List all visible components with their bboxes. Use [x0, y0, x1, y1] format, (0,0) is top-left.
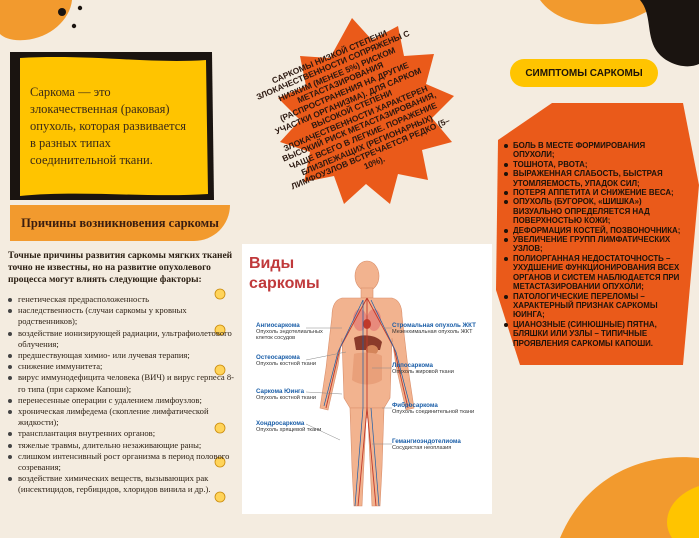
causes-item: предшествующая химио- или лучевая терапия;: [6, 350, 238, 361]
symptom-item: ДЕФОРМАЦИЯ КОСТЕЙ, ПОЗВОНОЧНИКА;: [502, 226, 682, 235]
symptom-item: ЦИАНОЗНЫЕ (СИНЮШНЫЕ) ПЯТНА, БЛЯШКИ ИЛИ УЗЛЫ – ТИПИЧНЫЕ ПРОЯВЛЕНИЯ САРКОМЫ КАПОШИ.: [502, 320, 682, 348]
causes-item: снижение иммунитета;: [6, 361, 238, 372]
leader-lines: [242, 244, 492, 514]
causes-item: вирус иммунодефицита человека (ВИЧ) и вирус герпеса 8-го типа (при саркоме Капоши);: [6, 372, 238, 394]
type-chondrosarcoma: [256, 420, 321, 433]
causes-title: Причины возникновения саркомы: [10, 205, 230, 241]
type-desc: клеток сосудов: [256, 335, 296, 341]
type-name: Фибросаркома: [392, 402, 438, 409]
types-title-line2: саркомы: [249, 275, 320, 292]
causes-item: воздействие химических веществ, вызывающих рак (инсектицидов, гербицидов, хлоридов винила и др.).: [6, 473, 238, 495]
causes-item: тяжелые травмы, длительно незаживающие раны;: [6, 440, 238, 451]
causes-item: воздействие ионизирующей радиации, ультрафиолетового облучения;: [6, 328, 238, 350]
causes-item: перенесенные операции с удалением лимфоузлов;: [6, 395, 238, 406]
dot-3: [72, 24, 76, 28]
causes-item: наследственность (случаи саркомы у кровных родственников);: [6, 305, 238, 327]
type-osteosarcoma: [256, 354, 316, 367]
types-title-line1: Виды: [249, 255, 295, 272]
causes-item: генетическая предрасположенность: [6, 294, 238, 305]
symptom-item: ОПУХОЛЬ (БУГОРОК, «ШИШКА») ВИЗУАЛЬНО ОПРЕДЕЛЯЕТСЯ НАД ПОВЕРХНОСТЬЮ КОЖИ;: [502, 197, 682, 225]
type-name: Гемангиоэндотелиома: [392, 438, 461, 445]
dot-1: [58, 8, 66, 16]
definition-text: Саркома — это злокачественная (раковая) опухоль, которая развивается в разных типах соединительной ткани.: [30, 85, 187, 167]
top-right-black-blob: [640, 0, 699, 66]
symptom-item: ТОШНОТА, РВОТА;: [502, 160, 682, 169]
causes-item: трансплантация внутренних органов;: [6, 428, 238, 439]
type-gist: [392, 322, 476, 335]
type-name: Саркома Юинга: [256, 388, 305, 395]
type-name: Остеосаркома: [256, 354, 300, 361]
type-hemangioendothelioma: [392, 438, 461, 451]
symptom-item: ПОТЕРЯ АППЕТИТА И СНИЖЕНИЕ ВЕСА;: [502, 188, 682, 197]
type-desc: Опухоль костной ткани: [256, 395, 316, 401]
causes-list: [6, 294, 238, 496]
symptoms-title: СИМПТОМЫ САРКОМЫ: [510, 59, 658, 87]
type-desc: Опухоль соединительной ткани: [392, 409, 475, 415]
type-fibrosarcoma: [392, 402, 474, 415]
causes-intro: Точные причины развития саркомы мягких тканей точно не известны, но на развитие опухолевого процесса могут влиять следующие факторы:: [8, 251, 233, 285]
type-desc: Опухоль эндотелиальных: [256, 329, 323, 335]
type-desc: Опухоль хрящевой ткани: [256, 427, 322, 433]
causes-item: хроническая лимфедема (скопление лимфатической жидкости);: [6, 406, 238, 428]
type-name: Стромальная опухоль ЖКТ: [392, 322, 476, 329]
symptom-item: ПОЛИОРГАННАЯ НЕДОСТАТОЧНОСТЬ – УХУДШЕНИЕ ФУНКЦИОНИРОВАНИЯ ВСЕХ ОРГАНОВ И СИСТЕМ НАБЛЮДАЕТСЯ ПРИ МЕТАСТАЗИРОВАНИИ ОПУХОЛИ;: [502, 254, 682, 292]
type-name: Липосаркома: [392, 362, 433, 369]
dot-2: [78, 6, 82, 10]
top-left-orange-blob: [0, 0, 72, 40]
symptom-item: ВЫРАЖЕННАЯ СЛАБОСТЬ, БЫСТРАЯ УТОМЛЯЕМОСТЬ, УПАДОК СИЛ;: [502, 169, 682, 188]
symptom-item: БОЛЬ В МЕСТЕ ФОРМИРОВАНИЯ ОПУХОЛИ;: [502, 141, 682, 160]
risk-star-text: САРКОМЫ НИЗКОЙ СТЕПЕНИ ЗЛОКАЧЕСТВЕННОСТИ СОПРЯЖЕНЫ С НИЗКИМ (МЕНЕЕ 5%) РИСКОМ МЕТАСТАЗИРОВАНИЯ (РАСПРОСТРАНЕНИЯ НА ДРУГИЕ УЧАСТКИ ОРГАНИЗМА). ДЛЯ САРКОМ ВЫСОКОЙ СТЕПЕНИ ЗЛОКАЧЕСТВЕННОСТИ ХАРАКТЕРЕН ВЫСОКИЙ РИСК МЕТАСТАЗИРОВАНИЯ, ЧАЩЕ ВСЕГО В ЛЕГКИЕ. ПОРАЖЕНИЕ БЛИЗЛЕЖАЩИХ (РЕГИОНАРНЫХ) ЛИМФОУЗЛОВ ВСТРЕЧАЕТСЯ РЕДКО (5–10%).: [254, 27, 452, 192]
symptom-item: УВЕЛИЧЕНИЕ ГРУПП ЛИМФАТИЧЕСКИХ УЗЛОВ;: [502, 235, 682, 254]
type-angiosarcoma: [256, 322, 323, 341]
type-ewing-sarcoma: [256, 388, 316, 401]
symptom-item: ПАТОЛОГИЧЕСКИЕ ПЕРЕЛОМЫ – ХАРАКТЕРНЫЙ ПРИЗНАК САРКОМЫ ЮИНГА;: [502, 292, 682, 320]
type-desc: Опухоль костной ткани: [256, 361, 316, 367]
type-desc: Сосудистая неоплазия: [392, 445, 452, 451]
type-liposarcoma: [392, 362, 454, 375]
type-desc: Мезенхимальная опухоль ЖКТ: [392, 329, 473, 335]
type-name: Хондросаркома: [256, 420, 305, 427]
causes-item: слишком интенсивный рост организма в период полового созревания;: [6, 451, 238, 473]
type-desc: Опухоль жировой ткани: [392, 369, 454, 375]
symptoms-list: [502, 141, 682, 348]
type-name: Ангиосаркома: [256, 322, 300, 329]
